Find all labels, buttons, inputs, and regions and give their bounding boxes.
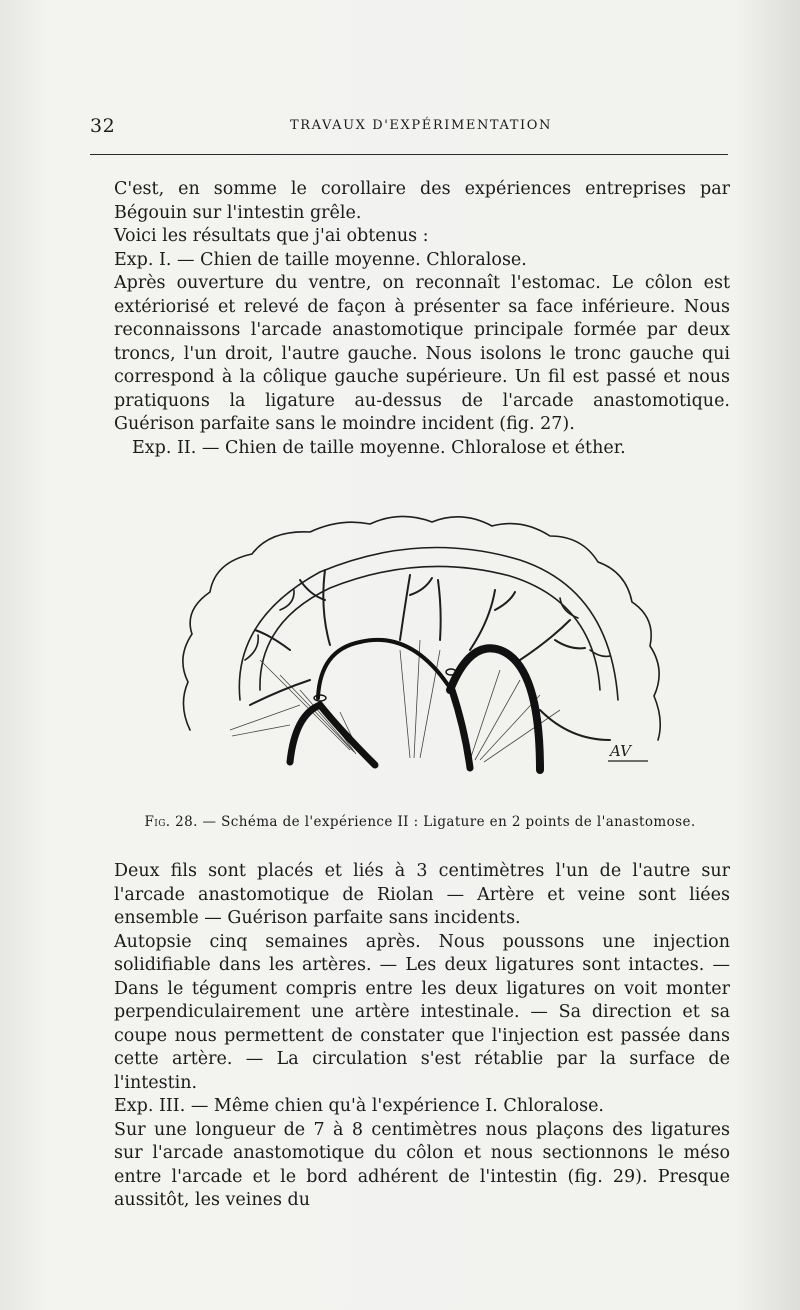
artist-signature xyxy=(608,742,648,761)
paragraph: C'est, en somme le corollaire des expériences entreprises par Bégouin sur l'intestin grêle. xyxy=(114,179,730,223)
paragraph: Exp. III. — Même chien qu'à l'expérience I. Chloralose. xyxy=(114,1096,604,1116)
figure-caption xyxy=(120,814,720,830)
paragraph: Autopsie cinq semaines après. Nous poussons une injection solidifiable dans les artères. — Les deux ligatures sont intactes. — Dans le tégument compris entre les deux ligatures on voit monter perpendiculairement une artère intestinale. — Sa direction et sa coupe nous permettent de constater que l'injection est passée dans cette artère. — La circulation s'est rétablie par la surface de l'intestin. xyxy=(114,931,730,1093)
paragraph: Voici les résultats que j'ai obtenus : xyxy=(114,226,429,246)
figure-caption-text: — Schéma de l'expérience II : Ligature en 2 points de l'anastomose. xyxy=(202,814,696,830)
paragraph: Sur une longueur de 7 à 8 centimètres nous plaçons des ligatures sur l'arcade anastomotique du côlon et nous sectionnons le méso entre l'arcade et le bord adhérent de l'intestin (fig. 29). Presque aussitôt, les veines du xyxy=(114,1119,730,1210)
top-text-block xyxy=(114,178,730,460)
paragraph: Après ouverture du ventre, on reconnaît l'estomac. Le côlon est extériorisé et relevé de façon à présenter sa face inférieure. Nous reconnaissons l'arcade anastomotique principale formée par deux troncs, l'un droit, l'autre gauche. Nous isolons le tronc gauche qui correspond à la côlique gauche supérieure. Un fil est passé et nous pratiquons la ligature au-dessus de l'arcade anastomotique. Guérison parfaite sans le moindre incident (fig. 27). xyxy=(114,273,730,434)
header-rule xyxy=(90,154,728,155)
figure-label: Fig. 28. xyxy=(144,814,198,830)
anastomotic-arcade xyxy=(290,640,540,770)
signature-text: AV xyxy=(610,742,631,760)
ligature-marks xyxy=(314,669,456,701)
paragraph: Exp. I. — Chien de taille moyenne. Chloralose. xyxy=(114,249,527,270)
paragraph: Exp. II. — Chien de taille moyenne. Chloralose et éther. xyxy=(132,437,626,458)
bottom-text-block xyxy=(114,860,730,1213)
page-number: 32 xyxy=(90,115,116,137)
anastomosis-diagram xyxy=(170,500,670,790)
colon-outline xyxy=(183,516,660,740)
paragraph: Deux fils sont placés et liés à 3 centimètres l'un de l'autre sur l'arcade anastomotique de Riolan — Artère et veine sont liées ensemble — Guérison parfaite sans incidents. xyxy=(114,861,730,928)
page-header xyxy=(90,115,730,139)
running-title: TRAVAUX D'EXPÉRIMENTATION xyxy=(290,118,552,133)
